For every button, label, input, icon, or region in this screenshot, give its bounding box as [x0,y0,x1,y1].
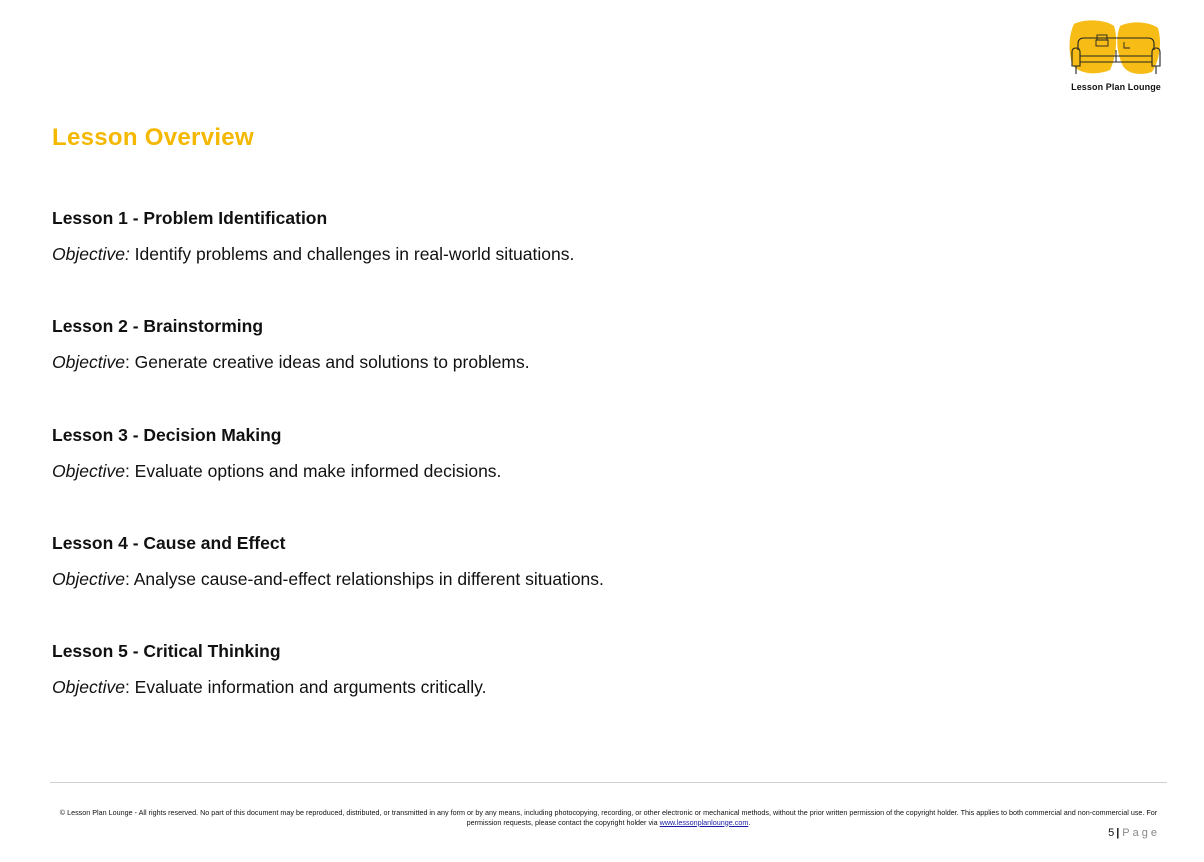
objective-label: Objective [52,569,125,589]
lesson-heading: Lesson 4 - Cause and Effect [52,533,286,553]
page-number-value: 5 [1108,827,1115,839]
copyright-end: . [748,817,751,827]
objective-label: Objective [52,352,125,372]
objective-label: Objective [52,461,125,481]
lesson-5 [52,640,952,698]
page-title: Lesson Overview [52,124,254,151]
brand-logo [1066,18,1166,98]
logo-wordmark: Lesson Plan Lounge [1071,82,1161,92]
copyright-text: © Lesson Plan Lounge - All rights reserved. No part of this document may be reproduced, distributed, or transmitted in any form or by any means, including photocopying, recording, or other electronic or mechanical methods, without the prior written permission of the copyright holder. This applies to both commercial and non-commercial use. For permission requests, please contact the copyright holder via [59,808,1158,827]
lesson-objective [52,351,952,373]
page-separator: | [1116,827,1120,839]
page-number [1108,827,1160,839]
lesson-3 [52,424,952,482]
sofa-icon [1066,18,1166,82]
website-link[interactable]: www.lessonplanlounge.com [659,817,749,827]
lesson-objective [52,243,952,265]
lesson-heading: Lesson 2 - Brainstorming [52,316,264,336]
lesson-heading: Lesson 5 - Critical Thinking [52,641,281,661]
lesson-objective [52,676,952,698]
lesson-heading: Lesson 1 - Problem Identification [52,208,328,228]
footer-divider [50,782,1167,783]
objective-text: : Generate creative ideas and solutions to problems. [124,352,530,372]
objective-text: : Evaluate information and arguments critically. [124,677,487,697]
lesson-heading: Lesson 3 - Decision Making [52,425,282,445]
lesson-objective [52,460,952,482]
lesson-2 [52,315,952,373]
objective-text: Identify problems and challenges in real-world situations. [129,244,575,264]
objective-label: Objective [52,677,125,697]
objective-label: Objective: [52,244,130,264]
lesson-4 [52,532,952,590]
objective-text: : Analyse cause-and-effect relationships in different situations. [124,569,604,589]
objective-text: : Evaluate options and make informed decisions. [124,461,502,481]
footer-copyright [50,808,1167,827]
lesson-objective [52,568,952,590]
lesson-1 [52,207,952,265]
page-word: Page [1122,827,1160,839]
